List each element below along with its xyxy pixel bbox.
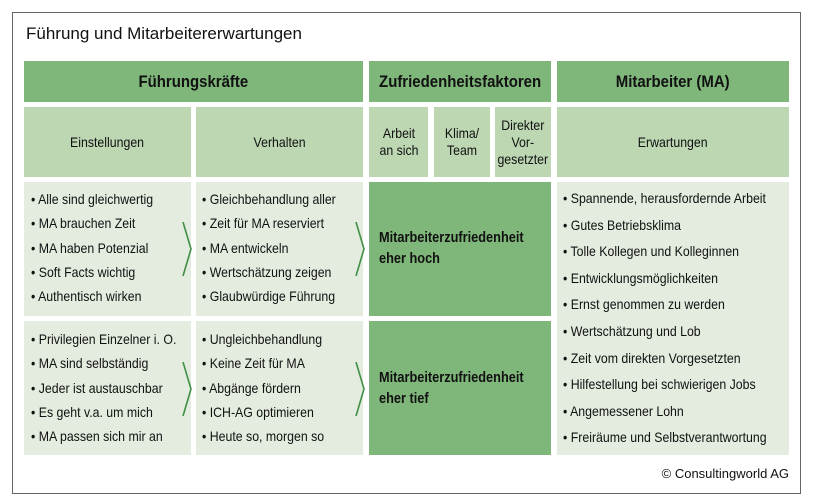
header-leaders — [24, 61, 363, 102]
list-item: • Jeder ist austauschbar — [31, 376, 176, 400]
subheader-label: Einstellungen — [70, 133, 145, 150]
list-item: • Ungleichbehandlung — [202, 327, 324, 351]
list-item: • Zeit für MA reserviert — [202, 211, 336, 235]
subheader-factor-climate — [434, 107, 490, 177]
result-positive — [379, 228, 524, 270]
header-employees — [557, 61, 789, 102]
list-item: • Glaubwürdige Führung — [202, 284, 336, 308]
list-item: • MA brauchen Zeit — [31, 211, 153, 235]
list-item: • Tolle Kollegen und Kolleginnen — [563, 238, 767, 265]
list-item: • Alle sind gleichwertig — [31, 187, 153, 211]
header-factors — [369, 61, 551, 102]
chevron-right-icon — [354, 362, 366, 416]
list-item: • Gutes Betriebsklima — [563, 212, 767, 239]
behavior-negative-list — [202, 327, 324, 448]
subheader-factor-supervisor — [495, 107, 551, 177]
list-item: • MA entwickeln — [202, 236, 336, 260]
list-item: • Zeit vom direkten Vorgesetzten — [563, 345, 767, 372]
attitudes-positive-list — [31, 187, 153, 308]
list-item: • Spannende, herausfordernde Arbeit — [563, 185, 767, 212]
subheader-expectations — [557, 107, 789, 177]
result-line: eher tief — [379, 391, 429, 407]
list-item: • Authentisch wirken — [31, 284, 153, 308]
chevron-right-icon — [181, 362, 193, 416]
header-label: Mitarbeiter (MA) — [616, 71, 730, 91]
chevron-right-icon — [354, 222, 366, 276]
subheader-label: Direkter Vor- gesetzter — [497, 116, 549, 167]
result-line: eher hoch — [379, 251, 440, 267]
subheader-label: Klima/ Team — [444, 125, 480, 158]
subheader-factor-work — [369, 107, 428, 177]
result-line: Mitarbeiterzufriedenheit — [379, 370, 524, 386]
subheader-label: Arbeit an sich — [378, 125, 419, 158]
behavior-positive-list — [202, 187, 336, 308]
list-item: • Gleichbehandlung aller — [202, 187, 336, 211]
diagram-title: Führung und Mitarbeitererwartungen — [26, 24, 302, 43]
chevron-right-icon — [181, 222, 193, 276]
list-item: • MA sind selbständig — [31, 351, 176, 375]
header-label: Zufriedenheitsfaktoren — [378, 71, 542, 91]
copyright: © Consultingworld AG — [661, 466, 789, 481]
list-item: • Ernst genommen zu werden — [563, 291, 767, 318]
subheader-attitudes — [24, 107, 191, 177]
list-item: • Abgänge fördern — [202, 376, 324, 400]
list-item: • Freiräume und Selbstverantwortung — [563, 424, 767, 451]
list-item: • Entwicklungsmöglichkeiten — [563, 265, 767, 292]
result-line: Mitarbeiterzufriedenheit — [379, 230, 524, 246]
result-negative — [379, 368, 524, 410]
list-item: • Hilfestellung bei schwierigen Jobs — [563, 371, 767, 398]
list-item: • Wertschätzung zeigen — [202, 260, 336, 284]
attitudes-negative-list — [31, 327, 176, 448]
list-item: • Es geht v.a. um mich — [31, 400, 176, 424]
subheader-label: Verhalten — [253, 133, 306, 150]
subheader-behavior — [196, 107, 363, 177]
list-item: • MA passen sich mir an — [31, 424, 176, 448]
header-label: Führungskräfte — [138, 71, 249, 91]
list-item: • Wertschätzung und Lob — [563, 318, 767, 345]
subheader-label: Erwartungen — [638, 133, 708, 150]
list-item: • Keine Zeit für MA — [202, 351, 324, 375]
list-item: • MA haben Potenzial — [31, 236, 153, 260]
list-item: • Privilegien Einzelner i. O. — [31, 327, 176, 351]
list-item: • ICH-AG optimieren — [202, 400, 324, 424]
list-item: • Angemessener Lohn — [563, 398, 767, 425]
list-item: • Heute so, morgen so — [202, 424, 324, 448]
list-item: • Soft Facts wichtig — [31, 260, 153, 284]
expectations-list — [563, 185, 767, 451]
